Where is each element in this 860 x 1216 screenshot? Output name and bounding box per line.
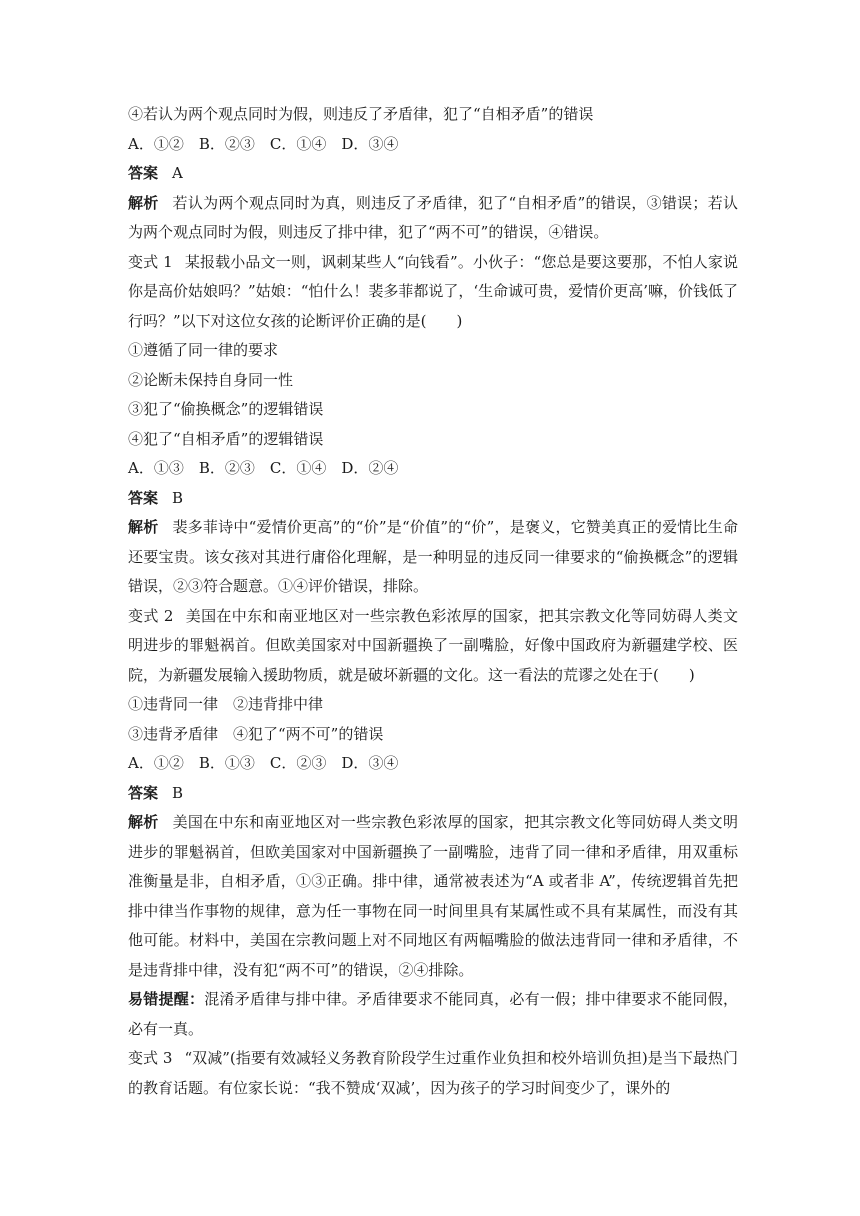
error-tip: [128, 985, 738, 1044]
variant-1-statement-3: ③犯了“偷换概念”的逻辑错误: [128, 400, 324, 418]
answer-value: B: [172, 783, 184, 802]
variant-1-statement-1: ①遵循了同一律的要求: [128, 341, 279, 359]
analysis-text: 裴多菲诗中“爱情价更高”的“价”是“价值”的“价”，是褒义，它赞美真正的爱情比生命还要宝贵。该女孩对其进行庸俗化理解，是一种明显的违反同一律要求的“偷换概念”的逻辑错误，②③符合题意。①④评价错误，排除。: [128, 518, 738, 595]
variant-2-analysis: [128, 808, 738, 985]
variant-1-label: 变式 1: [128, 252, 173, 271]
variant-3-stem: [128, 1044, 738, 1103]
variant-1-answer: [128, 484, 738, 514]
answer-line: [128, 159, 738, 189]
variant-2-statements-1-2: ①违背同一律 ②违背排中律: [128, 695, 324, 713]
answer-value: A: [172, 164, 183, 182]
analysis-paragraph: [128, 189, 738, 248]
answer-options: A．①② B．②③ C．①④ D．③④: [128, 134, 399, 153]
variant-1-analysis: [128, 513, 738, 602]
variant-2-answer: [128, 779, 738, 809]
statement-4: ④若认为两个观点同时为假，则违反了矛盾律，犯了“自相矛盾”的错误: [128, 105, 594, 123]
variant-2-label: 变式 2: [128, 606, 174, 625]
analysis-text: 若认为两个观点同时为真，则违反了矛盾律，犯了“自相矛盾”的错误，③错误；若认为两个观点同时为假，则违反了排中律，犯了“两不可”的错误，④错误。: [128, 193, 738, 241]
variant-3-label: 变式 3: [128, 1049, 173, 1067]
error-tip-label: 易错提醒：: [128, 990, 205, 1008]
variant-2-options: A．①② B．①③ C．②③ D．③④: [128, 754, 399, 772]
analysis-label: 解析: [128, 813, 159, 831]
variant-1-options: A．①③ B．②③ C．①④ D．②④: [128, 459, 399, 477]
answer-label: 答案: [128, 488, 159, 507]
variant-1-stem: [128, 248, 738, 337]
variant-3-text: “双减”(指要有效减轻义务教育阶段学生过重作业负担和校外培训负担)是当下最热门的教育话题。有位家长说：“我不赞成‘双减’，因为孩子的学习时间变少了，课外的: [128, 1049, 738, 1097]
answer-label: 答案: [128, 783, 159, 802]
analysis-label: 解析: [128, 193, 159, 212]
variant-1-statement-4: ④犯了“自相矛盾”的逻辑错误: [128, 429, 324, 448]
variant-2-stem: [128, 602, 738, 691]
error-tip-text: 混淆矛盾律与排中律。矛盾律要求不能同真，必有一假；排中律要求不能同假，必有一真。: [128, 990, 738, 1038]
answer-value: B: [172, 488, 184, 507]
variant-2-text: 美国在中东和南亚地区对一些宗教色彩浓厚的国家，把其宗教文化等同妨碍人类文明进步的罪魁祸首。但欧美国家对中国新疆换了一副嘴脸，好像中国政府为新疆建学校、医院，为新疆发展输入援助物质，就是破坏新疆的文化。这一看法的荒谬之处在于( ): [128, 606, 738, 684]
answer-label: 答案: [128, 164, 159, 182]
variant-1-text: 某报载小品文一则，讽刺某些人“向钱看”。小伙子：“您总是要这要那，不怕人家说你是高价姑娘吗？”姑娘：“怕什么！裴多菲都说了，‘生命诚可贵，爱情价更高’嘛，价钱低了行吗？”以下对这位女孩的论断评价正确的是( ): [128, 252, 739, 330]
variant-1-statement-2: ②论断未保持自身同一性: [128, 370, 294, 389]
analysis-label: 解析: [128, 518, 159, 536]
document-body: [128, 100, 738, 1103]
analysis-text: 美国在中东和南亚地区对一些宗教色彩浓厚的国家，把其宗教文化等同妨碍人类文明进步的罪魁祸首，但欧美国家对中国新疆换了一副嘴脸，违背了同一律和矛盾律，用双重标准衡量是非，自相矛盾，①③正确。排中律，通常被表述为“A 或者非 A”，传统逻辑首先把排中律当作事物的规律，意为任一事物在同一时间里具有某属性或不具有某属性，而没有其他可能。材料中，美国在宗教问题上对不同地区有两幅嘴脸的做法违背同一律和矛盾律，不是违背排中律，没有犯“两不可”的错误，②④排除。: [128, 813, 738, 979]
variant-2-statements-3-4: ③违背矛盾律 ④犯了“两不可”的错误: [128, 724, 384, 743]
